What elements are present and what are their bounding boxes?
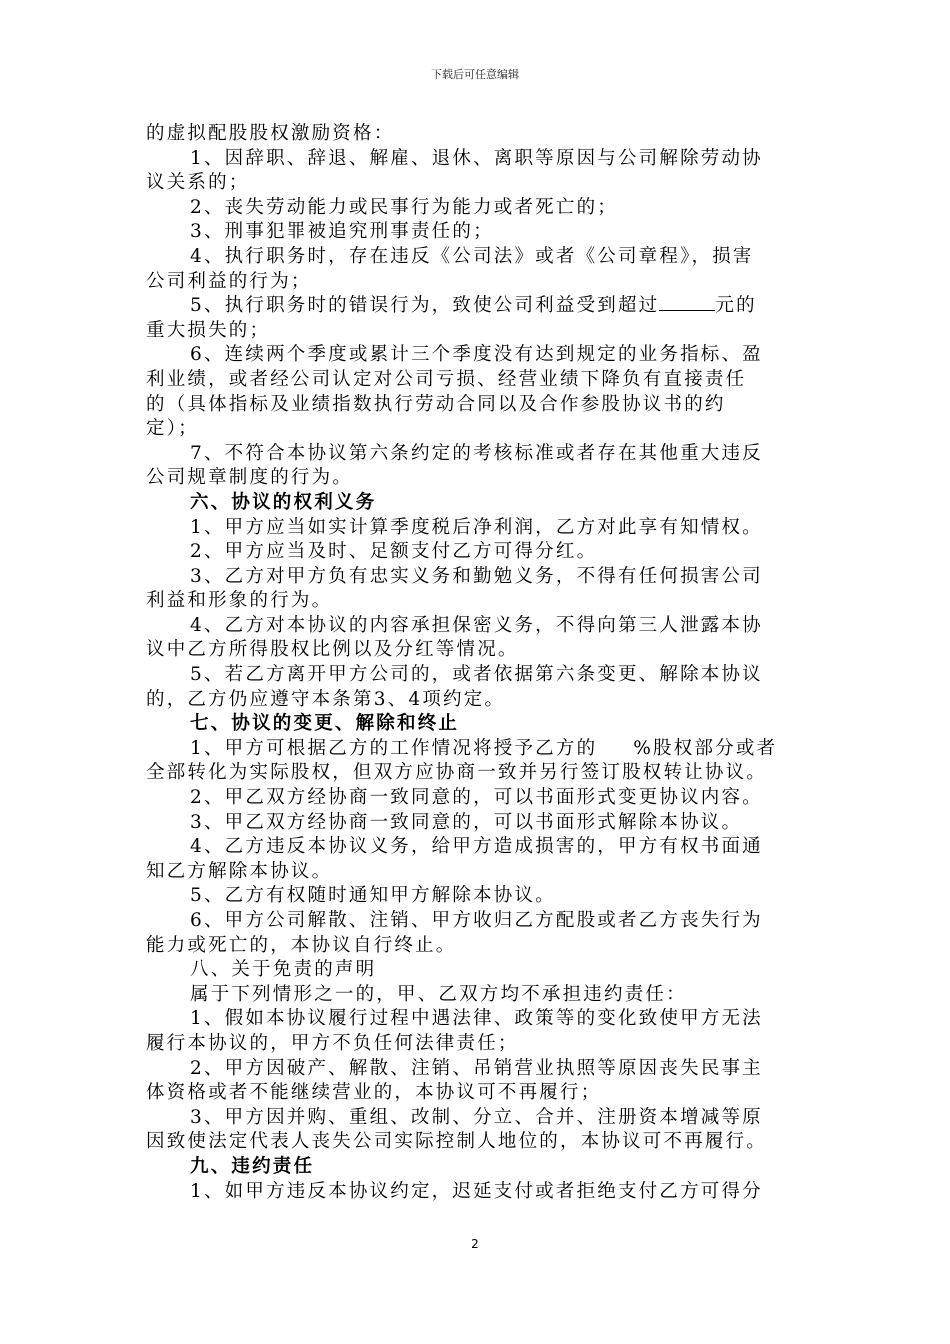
- text-line: 能力或死亡的，本协议自行终止。: [146, 934, 457, 956]
- text-line: 知乙方解除本协议。: [146, 860, 333, 882]
- text-span: 1、甲方可根据乙方的工作情况将授予乙方的: [190, 737, 598, 759]
- text-line: 6、甲方公司解散、注销、甲方收归乙方配股或者乙方丧失行为: [190, 910, 763, 931]
- document-body: [146, 122, 806, 1204]
- text-line: 1、假如本协议履行过程中遇法律、政策等的变化致使甲方无法: [190, 1008, 763, 1030]
- text-line: 5、若乙方离开甲方公司的，或者依据第六条变更、解除本协议: [190, 664, 763, 686]
- text-line: 2、丧失劳动能力或民事行为能力或者死亡的；: [190, 196, 618, 218]
- text-span: 元的: [715, 295, 757, 317]
- text-line: 的，乙方仍应遵守本条第3、4项约定。: [146, 688, 506, 710]
- text-line: 2、甲方应当及时、足额支付乙方可得分红。: [190, 541, 598, 563]
- text-line: 4、乙方对本协议的内容承担保密义务，不得向第三人泄露本协: [190, 614, 763, 636]
- text-line: 公司规章制度的行为。: [146, 467, 354, 489]
- text-line: 议关系的；: [146, 172, 250, 194]
- text-line: 4、执行职务时，存在违反《公司法》或者《公司章程》，损害: [190, 245, 754, 267]
- amount-blank: [659, 296, 715, 311]
- text-line: 3、甲乙双方经协商一致同意的，可以书面形式解除本协议。: [190, 811, 743, 833]
- text-line: 全部转化为实际股权，但双方应协商一致并另行签订股权转让协议。: [146, 762, 768, 784]
- section-heading: 八、关于免责的声明: [190, 959, 377, 981]
- text-line: 利益和形象的行为。: [146, 590, 333, 612]
- text-line: 重大损失的；: [146, 319, 271, 341]
- text-line: 议中乙方所得股权比例以及分红等情况。: [146, 639, 519, 661]
- text-line: 履行本协议的，甲方不负任何法律责任；: [146, 1032, 519, 1054]
- section-heading: 九、违约责任: [190, 1155, 315, 1177]
- page-header: 下载后可任意编辑: [431, 68, 519, 81]
- text-line: 的（具体指标及业绩指数执行劳动合同以及合作参股协议书的约: [146, 393, 726, 415]
- text-line: 1、如甲方违反本协议约定，迟延支付或者拒绝支付乙方可得分: [190, 1180, 763, 1202]
- text-line: 的虚拟配股股权激励资格：: [146, 123, 395, 144]
- text-line: 3、甲方因并购、重组、改制、分立、合并、注册资本增减等原: [190, 1106, 763, 1128]
- text-line: 1、因辞职、辞退、解雇、退休、离职等原因与公司解除劳动协: [190, 147, 763, 169]
- page-number: 2: [471, 1237, 479, 1251]
- text-span: %股权部分或者: [633, 737, 778, 759]
- text-line: 4、乙方违反本协议义务，给甲方造成损害的，甲方有权书面通: [190, 836, 763, 858]
- text-line: 3、刑事犯罪被追究刑事责任的；: [190, 221, 494, 243]
- text-line: 7、不符合本协议第六条约定的考核标准或者存在其他重大违反: [190, 442, 763, 464]
- section-heading: 六、协议的权利义务: [190, 491, 377, 513]
- text-line: 公司利益的行为；: [146, 270, 312, 292]
- text-line: 2、甲方因破产、解散、注销、吊销营业执照等原因丧失民事主: [190, 1057, 763, 1079]
- text-span: 5、执行职务时的错误行为，致使公司利益受到超过: [190, 295, 660, 317]
- text-line: 6、连续两个季度或累计三个季度没有达到规定的业务指标、盈: [190, 344, 763, 366]
- text-line: 利业绩，或者经公司认定对公司亏损、经营业绩下降负有直接责任: [146, 368, 747, 390]
- text-line: 2、甲乙双方经协商一致同意的，可以书面形式变更协议内容。: [190, 787, 763, 809]
- text-line: [146, 294, 806, 319]
- text-line: 定）；: [146, 418, 199, 440]
- text-line: 1、甲方应当如实计算季度税后净利润，乙方对此享有知情权。: [190, 516, 763, 538]
- section-heading: 七、协议的变更、解除和终止: [190, 713, 460, 735]
- text-line: 属于下列情形之一的，甲、乙双方均不承担违约责任：: [190, 983, 687, 1005]
- text-line: 体资格或者不能继续营业的，本协议可不再履行；: [146, 1082, 602, 1104]
- text-line: [146, 737, 806, 762]
- text-line: 3、乙方对甲方负有忠实义务和勤勉义务，不得有任何损害公司: [190, 565, 763, 587]
- text-line: 5、乙方有权随时通知甲方解除本协议。: [190, 885, 556, 907]
- text-line: 因致使法定代表人丧失公司实际控制人地位的，本协议可不再履行。: [146, 1131, 768, 1153]
